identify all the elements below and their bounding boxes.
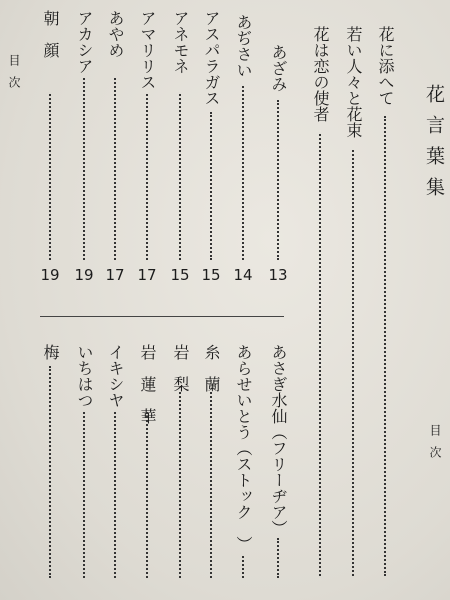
toc-leader bbox=[352, 150, 357, 576]
toc-leader bbox=[114, 412, 119, 578]
toc-entry-note-open: （ bbox=[269, 424, 288, 440]
toc-page-number: 13 bbox=[268, 266, 288, 284]
toc-leader bbox=[384, 116, 389, 576]
toc-leader bbox=[114, 78, 119, 260]
toc-entry-title: アマリリス bbox=[138, 10, 157, 90]
toc-entry-title: 岩 梨 bbox=[171, 344, 190, 392]
toc-page-number: 19 bbox=[74, 266, 94, 284]
toc-entry-title: 糸 蘭 bbox=[202, 344, 221, 392]
toc-entry-title: 朝 顔 bbox=[41, 10, 60, 58]
toc-leader bbox=[179, 94, 184, 260]
toc-entry-title: 若い人々と花束 bbox=[344, 26, 363, 138]
toc-leader bbox=[277, 538, 282, 578]
toc-leader bbox=[242, 86, 247, 260]
toc-leader bbox=[179, 392, 184, 578]
toc-entry-title: あさぎ水仙 bbox=[269, 344, 288, 424]
toc-entry-title: アカシア bbox=[75, 10, 94, 74]
toc-leader bbox=[146, 412, 151, 578]
toc-leader bbox=[210, 392, 215, 578]
toc-entry-note-open: （ bbox=[234, 440, 253, 456]
toc-entry-title: 岩 蓮 華 bbox=[138, 344, 157, 424]
toc-leader bbox=[242, 556, 247, 578]
side-toc-label: 目次 bbox=[7, 54, 21, 98]
toc-entry-title: 花は恋の使者 bbox=[311, 26, 330, 122]
toc-leader bbox=[319, 134, 324, 576]
toc-leader bbox=[49, 94, 54, 260]
toc-page-number: 17 bbox=[137, 266, 157, 284]
book-title: 花言葉集 bbox=[423, 84, 445, 208]
toc-leader bbox=[146, 94, 151, 260]
toc-page-number: 17 bbox=[105, 266, 125, 284]
toc-entry-title: 梅 bbox=[41, 344, 60, 360]
toc-page-number: 15 bbox=[201, 266, 221, 284]
toc-entry-title: アスパラガス bbox=[202, 10, 221, 106]
toc-page-number: 14 bbox=[233, 266, 253, 284]
toc-entry-title: あやめ bbox=[106, 10, 125, 58]
toc-entry-title: あざみ bbox=[269, 44, 288, 92]
section-divider bbox=[40, 316, 284, 317]
toc-entry-note: フリーヂア bbox=[269, 440, 288, 520]
toc-entry-note-close: ） bbox=[234, 536, 253, 552]
toc-page-number: 15 bbox=[170, 266, 190, 284]
toc-entry-note: ストック bbox=[234, 456, 253, 520]
toc-entry-title: 花に添へて bbox=[376, 26, 395, 106]
toc-entry-note-close: ） bbox=[269, 520, 288, 536]
toc-entry-title: あらせいとう bbox=[234, 344, 253, 440]
toc-leader bbox=[210, 112, 215, 260]
toc-entry-title: イキシヤ bbox=[106, 344, 125, 408]
toc-leader bbox=[83, 412, 88, 578]
toc-leader bbox=[83, 78, 88, 260]
toc-leader bbox=[277, 100, 282, 260]
toc-entry-title: いちはつ bbox=[75, 344, 94, 408]
toc-page-number: 19 bbox=[40, 266, 60, 284]
toc-entry-title: あぢさい bbox=[234, 14, 253, 78]
title-toc-label: 目次 bbox=[428, 424, 442, 468]
toc-leader bbox=[49, 366, 54, 578]
toc-entry-title: アネモネ bbox=[171, 10, 190, 74]
